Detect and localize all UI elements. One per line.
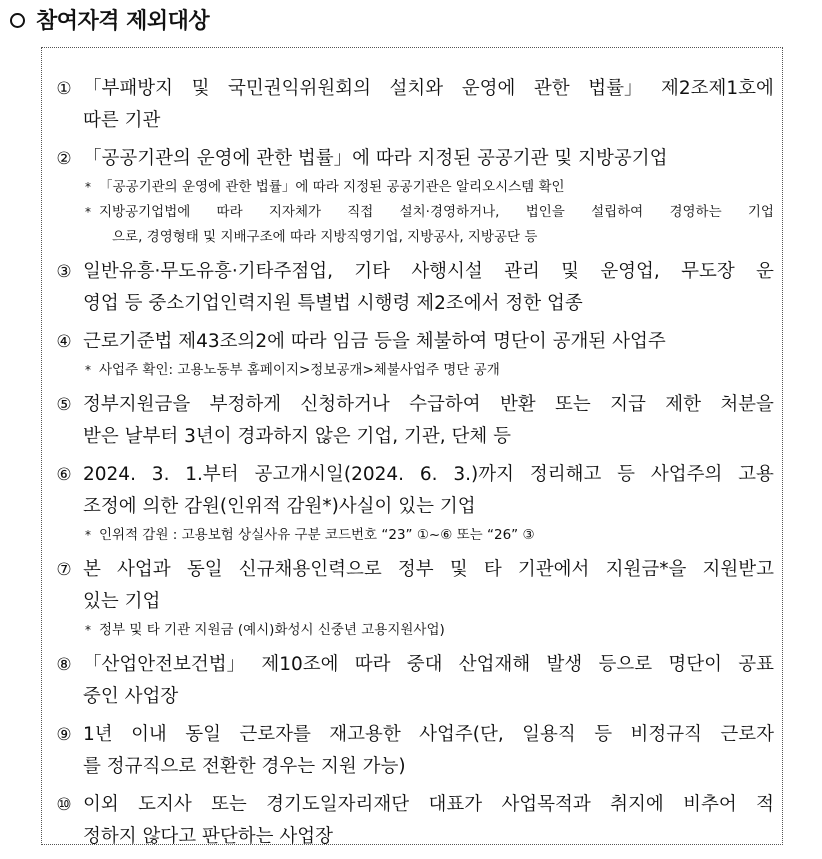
note-marker: * <box>85 528 91 542</box>
text-word: 이내 <box>131 724 167 745</box>
item-note <box>53 618 774 643</box>
text-word: 등 <box>594 724 613 745</box>
exclusion-item <box>53 256 774 320</box>
exclusion-item <box>53 459 774 523</box>
item-note <box>53 358 774 383</box>
item-number: ③ <box>56 262 72 282</box>
text-word: 3.)까지 <box>453 464 514 485</box>
text-word: 고용 <box>738 464 774 485</box>
text-word: 따라 <box>216 204 243 220</box>
text-word: 중대 <box>406 654 443 675</box>
circle-bullet-icon <box>10 13 25 28</box>
item-text-line: 근로기준법 제43조의2에 따라 임금 등을 체불하여 명단이 공개된 사업주 <box>83 331 666 352</box>
text-word: 일용직 <box>522 724 576 745</box>
text-word: 본 <box>83 559 101 580</box>
text-word: 정리해고 <box>529 464 602 485</box>
text-word: 동일 <box>185 724 221 745</box>
note-marker: * <box>85 623 91 637</box>
text-word: 사업주(단, <box>419 724 504 745</box>
text-word: 운영업, <box>600 261 660 282</box>
text-word: 근로자 <box>720 724 774 745</box>
exclusion-item <box>53 143 774 175</box>
exclusion-item <box>53 719 774 783</box>
text-word: 지원금*을 <box>605 559 687 580</box>
text-word: 및 <box>191 78 210 99</box>
section-title: 참여자격 제외대상 <box>36 9 210 34</box>
text-word: 비정규직 <box>630 724 702 745</box>
text-word: 지방공기업법에 <box>99 204 191 220</box>
text-word: 및 <box>561 261 580 282</box>
text-word: 제10조에 <box>261 654 339 675</box>
text-word: 1년 <box>83 724 113 745</box>
text-word: 법률」 <box>588 78 643 99</box>
text-word: 무도장 <box>681 261 735 282</box>
exclusion-item <box>53 554 774 618</box>
item-number: ⑨ <box>56 725 72 745</box>
text-word: 설치와 <box>389 78 444 99</box>
exclusion-item <box>53 389 774 453</box>
note-marker: * <box>85 180 91 194</box>
item-number: ⑧ <box>56 655 72 675</box>
text-word: 타 <box>483 559 502 580</box>
text-word: 국민권익위원회의 <box>228 78 371 99</box>
text-word: 2024. <box>83 464 136 485</box>
text-word: 지급 <box>610 394 646 415</box>
text-word: 수급하여 <box>409 394 481 415</box>
text-word: 도지사 <box>138 794 192 815</box>
text-word: 대표가 <box>428 794 483 815</box>
text-word: 일반유흥·무도유흥·기타주점업, <box>83 261 333 282</box>
exclusion-item <box>53 73 774 137</box>
item-note <box>53 175 774 200</box>
text-word: 사업과 <box>117 559 171 580</box>
item-text-line: 따른 기관 <box>83 110 161 131</box>
section-heading <box>10 4 209 35</box>
text-word: 1.부터 <box>185 464 239 485</box>
item-text-line: 를 정규직으로 전환한 경우는 지원 가능) <box>83 756 406 777</box>
text-word: 이외 <box>83 794 119 815</box>
item-number: ④ <box>56 332 72 352</box>
text-word: 법인을 <box>525 204 565 220</box>
note-marker: * <box>85 363 91 377</box>
text-word: 따라 <box>354 654 391 675</box>
text-word: 사행시설 <box>411 261 483 282</box>
note-text-line: 인위적 감원 : 고용보험 상실사유 구분 코드번호 “23” ①~⑥ 또는 “26” ③ <box>99 527 535 543</box>
text-word: 기업 <box>747 204 774 220</box>
text-word: 발생 <box>546 654 583 675</box>
text-word: 「산업안전보건법」 <box>83 654 246 675</box>
note-marker: * <box>85 205 91 219</box>
exclusion-item <box>53 326 774 358</box>
text-word: 근로자를 <box>239 724 311 745</box>
text-word: 관한 <box>533 78 570 99</box>
text-word: 취지에 <box>610 794 664 815</box>
text-word: 설치·경영하거나, <box>399 204 500 220</box>
text-word: 공표 <box>738 654 774 675</box>
text-word: 운 <box>756 261 774 282</box>
note-text-line: 정부 및 타 기관 지원금 (예시)화성시 신중년 고용지원사업) <box>99 622 445 638</box>
text-word: 산업재해 <box>458 654 531 675</box>
note-text-line: 사업주 확인: 고용노동부 홈페이지>정보공개>체불사업주 명단 공개 <box>99 362 500 378</box>
text-word: 동일 <box>186 559 223 580</box>
text-word: 사업주의 <box>650 464 723 485</box>
item-number: ① <box>56 79 72 99</box>
item-number: ⑦ <box>56 560 72 580</box>
text-word: 정부지원금을 <box>83 394 191 415</box>
text-word: 지원받고 <box>702 559 774 580</box>
text-word: 기관에서 <box>517 559 590 580</box>
text-word: 적 <box>756 794 774 815</box>
text-word: 비추어 <box>683 794 737 815</box>
item-text-line: 있는 기업 <box>83 591 161 612</box>
item-number: ⑩ <box>56 795 72 815</box>
text-word: 또는 <box>555 394 591 415</box>
text-word: 반환 <box>499 394 536 415</box>
exclusion-items <box>53 73 774 859</box>
note-text-line: 「공공기관의 운영에 관한 법률」에 따라 지정된 공공기관은 알리오시스템 확인 <box>99 179 565 195</box>
item-number: ⑤ <box>56 395 72 415</box>
item-text-line: 정하지 않다고 판단하는 사업장 <box>83 826 333 847</box>
text-word: 설립하여 <box>591 204 644 220</box>
text-word: 3. <box>151 464 170 485</box>
item-text-line: 중인 사업장 <box>83 686 179 707</box>
item-number: ② <box>56 149 72 169</box>
text-word: 정부 <box>397 559 434 580</box>
note-text-line: 으로, 경영형태 및 지배구조에 따라 지방직영기업, 지방공사, 지방공단 등 <box>112 229 538 245</box>
text-word: 신청하거나 <box>300 394 390 415</box>
item-text-line: 영업 등 중소기업인력지원 특별법 시행령 제2조에서 정한 업종 <box>83 293 583 314</box>
text-word: 운영에 <box>461 78 516 99</box>
text-word: 공고개시일(2024. <box>254 464 405 485</box>
text-word: 처분을 <box>720 394 774 415</box>
text-word: 부정하게 <box>209 394 282 415</box>
text-word: 제2조제1호에 <box>661 78 774 99</box>
text-word: 관리 <box>504 261 540 282</box>
exclusion-list-box <box>41 47 783 845</box>
text-word: 등 <box>617 464 636 485</box>
text-word: 6. <box>419 464 438 485</box>
text-word: 경영하는 <box>669 204 722 220</box>
text-word: 제한 <box>665 394 701 415</box>
text-word: 명단이 <box>668 654 722 675</box>
item-text-line: 조정에 의한 감원(인위적 감원*)사실이 있는 기업 <box>83 496 476 517</box>
item-note <box>53 200 774 250</box>
text-word: 등으로 <box>598 654 653 675</box>
exclusion-item <box>53 649 774 713</box>
exclusion-item <box>53 789 774 853</box>
text-word: 또는 <box>211 794 247 815</box>
text-word: 사업목적과 <box>501 794 591 815</box>
item-text-line: 「공공기관의 운영에 관한 법률」에 따라 지정된 공공기관 및 지방공기업 <box>83 148 668 169</box>
text-word: 경기도일자리재단 <box>266 794 410 815</box>
text-word: 신규채용인력으로 <box>238 559 382 580</box>
text-word: 직접 <box>347 204 374 220</box>
text-word: 및 <box>449 559 468 580</box>
text-word: 재고용한 <box>329 724 401 745</box>
item-text-line: 받은 날부터 3년이 경과하지 않은 기업, 기관, 단체 등 <box>83 426 511 447</box>
item-number: ⑥ <box>56 465 72 485</box>
text-word: 기타 <box>354 261 391 282</box>
text-word: 지자체가 <box>268 204 322 220</box>
text-word: 「부패방지 <box>83 78 173 99</box>
item-note <box>53 523 774 548</box>
